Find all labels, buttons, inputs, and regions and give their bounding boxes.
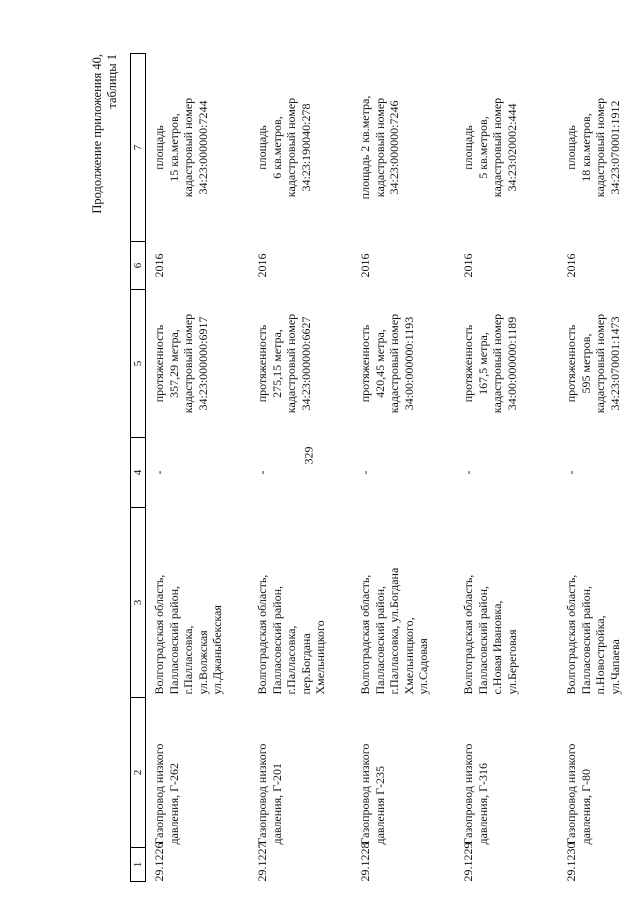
object-length-line: кадастровый номер (490, 313, 504, 414)
table-row (558, 54, 640, 882)
object-name (558, 698, 640, 848)
object-length-line: 34:00:000000:1189 (504, 316, 519, 411)
land-plot-info-line: 34:23:070001:1912 (607, 100, 622, 195)
object-length-line: 34:23:070001:1473 (607, 316, 622, 411)
land-plot-info-line: 34:23:000000:7246 (387, 100, 401, 195)
object-location-line: Волгоградская область, (358, 574, 372, 695)
object-length-line: 595 метров, (578, 333, 593, 394)
land-plot-info-line: 6 кв.метров, (269, 116, 284, 179)
row-number: 29.1226 (152, 842, 166, 882)
object-location-line: Палласовский район, (166, 586, 181, 695)
object-name-line: Газопровод низкого (461, 743, 475, 845)
object-location-line: Волгоградская область, (152, 574, 166, 695)
rotated-page-content (90, 54, 622, 882)
land-plot-info-line: площадь (255, 125, 269, 170)
land-plot-info (455, 54, 558, 242)
object-location-line: Волгоградская область, (564, 574, 578, 695)
object-location-line: Хмельницкого, (401, 617, 416, 695)
object-location-line: Палласовский район, (269, 586, 284, 695)
land-plot-info-line: 34:23:000000:7244 (195, 100, 210, 195)
column-header-7: 7 (131, 54, 146, 242)
land-plot-info-line: площадь (152, 125, 166, 170)
object-location-line: пер.Богдана (298, 633, 313, 695)
land-plot-info-line: кадастровый номер (593, 97, 607, 198)
land-plot-info (146, 54, 250, 242)
object-name (455, 698, 558, 848)
land-plot-info-line: кадастровый номер (181, 97, 195, 198)
object-location-line: п.Новостройка, (593, 615, 607, 695)
object-location-line: ул.Садовая (416, 638, 430, 695)
object-name (249, 698, 352, 848)
land-plot-info (249, 54, 352, 242)
object-length-line: протяженность (564, 324, 578, 403)
land-plot-info-line: кадастровый номер (284, 97, 298, 198)
object-length (455, 290, 558, 438)
page-number: 329 (301, 446, 316, 465)
column-4-value: - (358, 470, 372, 475)
land-plot-info-line: 15 кв.метров, (166, 113, 181, 182)
object-location (455, 508, 558, 698)
object-length-line: 357,29 метра, (166, 329, 181, 398)
object-name-line: Газопровод низкого (152, 743, 166, 845)
object-name-line: Газопровод низкого (564, 743, 578, 845)
row-number: 29.1229 (461, 842, 475, 882)
object-location (558, 508, 640, 698)
column-4-value: - (255, 470, 269, 475)
object-length-line: 34:23:000000:6917 (195, 316, 210, 411)
object-length-line: 34:00:000000:1193 (401, 316, 416, 411)
object-length-line: кадастровый номер (181, 313, 195, 414)
land-plot-info (558, 54, 640, 242)
object-location-line: Волгоградская область, (255, 574, 269, 695)
table-row (249, 54, 352, 882)
object-length-line: протяженность (461, 324, 475, 403)
object-location (249, 508, 352, 698)
column-header-1: 1 (131, 848, 146, 882)
table-row (352, 54, 455, 882)
object-location-line: Волгоградская область, (461, 574, 475, 695)
object-name-line: Газопровод низкого (255, 743, 269, 845)
object-length-line: протяженность (358, 324, 372, 403)
object-name-line: давления Г-235 (372, 765, 387, 845)
object-year: 2016 (564, 253, 578, 278)
object-length-line: 167,5 метра, (475, 332, 490, 395)
column-number-row (131, 54, 146, 882)
column-4-value: - (152, 470, 166, 475)
land-plot-info (352, 54, 455, 242)
object-location-line: Палласовский район, (475, 586, 490, 695)
column-header-3: 3 (131, 508, 146, 698)
table-row (455, 54, 558, 882)
object-location (146, 508, 250, 698)
object-location-line: ул.Волжская (195, 630, 210, 695)
column-header-2: 2 (131, 698, 146, 848)
object-length-line: протяженность (152, 324, 166, 403)
column-4-value: - (461, 470, 475, 475)
object-length-line: кадастровый номер (284, 313, 298, 414)
object-location-line: ул.Береговая (504, 629, 519, 695)
object-location-line: г.Палласовка, (181, 625, 195, 695)
object-location-line: Палласовский район, (578, 586, 593, 695)
object-year: 2016 (255, 253, 269, 278)
object-name-line: давления, Г-80 (578, 768, 593, 845)
object-length-line: протяженность (255, 324, 269, 403)
row-number: 29.1230 (564, 842, 578, 882)
object-name-line: давления, Г-316 (475, 762, 490, 845)
object-name (352, 698, 455, 848)
object-length (249, 290, 352, 438)
column-4-value: - (564, 470, 578, 475)
object-location-line: г.Палласовка, ул.Богдана (387, 567, 401, 695)
land-plot-info-line: 5 кв.метров, (475, 116, 490, 179)
object-name-line: давления, Г-262 (166, 762, 181, 845)
object-year: 2016 (461, 253, 475, 278)
continuation-header (90, 54, 120, 214)
land-plot-info-line: 34:23:190040:278 (298, 103, 313, 192)
land-plot-info-line: 34:23:020002:444 (504, 103, 519, 192)
object-location-line: ул.Джаныбекская (210, 605, 224, 695)
object-length-line: 420,45 метра, (372, 329, 387, 398)
column-header-6: 6 (131, 242, 146, 290)
object-location-line: Палласовский район, (372, 586, 387, 695)
object-length-line: кадастровый номер (387, 313, 401, 414)
land-plot-info-line: площадь 2 кв.метра, (358, 95, 372, 200)
continuation-header-line1: Продолжение приложения 40, (90, 54, 104, 214)
object-name-line: давления, Г-201 (269, 762, 284, 845)
object-length (352, 290, 455, 438)
column-header-5: 5 (131, 290, 146, 438)
land-plot-info-line: площадь (461, 125, 475, 170)
land-plot-info-line: кадастровый номер (372, 97, 387, 198)
object-location (352, 508, 455, 698)
object-length-line: 275,15 метра, (269, 329, 284, 398)
land-plot-info-line: 18 кв.метров, (578, 113, 593, 182)
land-plot-info-line: кадастровый номер (490, 97, 504, 198)
object-location-line: Хмельницкого (313, 620, 327, 695)
object-length-line: кадастровый номер (593, 313, 607, 414)
object-location-line: г.Палласовка, (284, 625, 298, 695)
object-location-line: с.Новая Ивановка, (490, 600, 504, 695)
object-year: 2016 (152, 253, 166, 278)
object-length (146, 290, 250, 438)
object-name-line: Газопровод низкого (358, 743, 372, 845)
row-number: 29.1227 (255, 842, 269, 882)
object-location-line: ул.Чапаева (607, 639, 622, 695)
continuation-header-line2: таблицы 1 (105, 54, 119, 109)
objects-table (130, 53, 640, 882)
row-number: 29.1228 (358, 842, 372, 882)
object-name (146, 698, 250, 848)
column-header-4: 4 (131, 438, 146, 508)
table-row (146, 54, 250, 882)
land-plot-info-line: площадь (564, 125, 578, 170)
object-year: 2016 (358, 253, 372, 278)
object-length (558, 290, 640, 438)
object-length-line: 34:23:000000:6627 (298, 316, 313, 411)
